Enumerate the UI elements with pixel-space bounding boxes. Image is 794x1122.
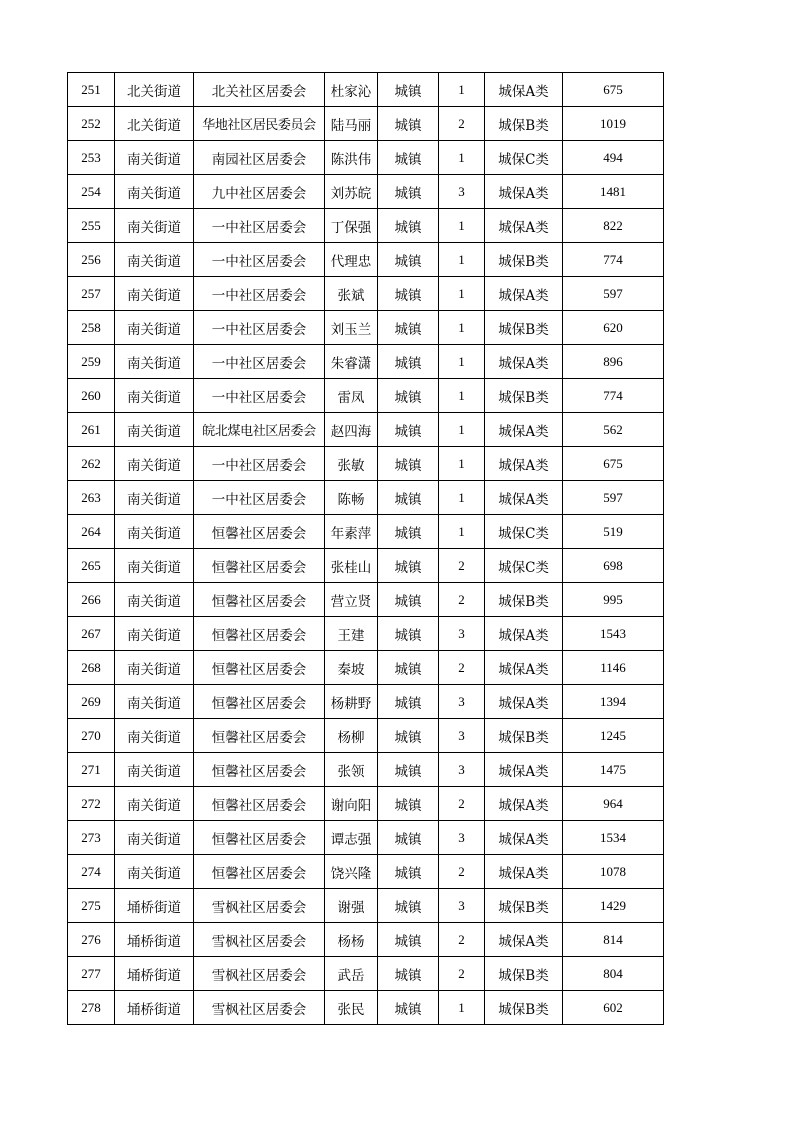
area-type-cell: 城镇 bbox=[378, 889, 439, 923]
community-cell: 恒馨社区居委会 bbox=[194, 515, 325, 549]
row-number-cell: 257 bbox=[68, 277, 115, 311]
household-size-cell: 3 bbox=[439, 889, 485, 923]
area-type-cell: 城镇 bbox=[378, 923, 439, 957]
street-cell: 南关街道 bbox=[115, 549, 194, 583]
household-size-cell: 1 bbox=[439, 991, 485, 1025]
amount-cell: 620 bbox=[563, 311, 664, 345]
amount-cell: 995 bbox=[563, 583, 664, 617]
household-size-cell: 1 bbox=[439, 447, 485, 481]
area-type-cell: 城镇 bbox=[378, 413, 439, 447]
area-type-cell: 城镇 bbox=[378, 107, 439, 141]
table-row bbox=[68, 141, 664, 175]
insurance-category-cell: 城保A类 bbox=[485, 481, 563, 515]
area-type-cell: 城镇 bbox=[378, 141, 439, 175]
street-cell: 南关街道 bbox=[115, 311, 194, 345]
household-size-cell: 2 bbox=[439, 107, 485, 141]
area-type-cell: 城镇 bbox=[378, 787, 439, 821]
household-size-cell: 3 bbox=[439, 719, 485, 753]
household-size-cell: 2 bbox=[439, 787, 485, 821]
name-cell: 张桂山 bbox=[325, 549, 378, 583]
community-cell: 一中社区居委会 bbox=[194, 481, 325, 515]
area-type-cell: 城镇 bbox=[378, 447, 439, 481]
street-cell: 南关街道 bbox=[115, 651, 194, 685]
amount-cell: 804 bbox=[563, 957, 664, 991]
household-size-cell: 2 bbox=[439, 549, 485, 583]
insurance-category-cell: 城保A类 bbox=[485, 617, 563, 651]
row-number-cell: 272 bbox=[68, 787, 115, 821]
row-number-cell: 262 bbox=[68, 447, 115, 481]
table-row bbox=[68, 685, 664, 719]
area-type-cell: 城镇 bbox=[378, 175, 439, 209]
name-cell: 丁保强 bbox=[325, 209, 378, 243]
row-number-cell: 254 bbox=[68, 175, 115, 209]
table-row bbox=[68, 855, 664, 889]
table-row bbox=[68, 243, 664, 277]
row-number-cell: 268 bbox=[68, 651, 115, 685]
street-cell: 南关街道 bbox=[115, 787, 194, 821]
area-type-cell: 城镇 bbox=[378, 209, 439, 243]
street-cell: 南关街道 bbox=[115, 209, 194, 243]
amount-cell: 822 bbox=[563, 209, 664, 243]
community-cell: 恒馨社区居委会 bbox=[194, 821, 325, 855]
insurance-category-cell: 城保A类 bbox=[485, 855, 563, 889]
insurance-category-cell: 城保C类 bbox=[485, 141, 563, 175]
table-row bbox=[68, 753, 664, 787]
data-table bbox=[67, 72, 664, 1025]
table-row bbox=[68, 107, 664, 141]
insurance-category-cell: 城保B类 bbox=[485, 583, 563, 617]
table-row bbox=[68, 923, 664, 957]
table-row bbox=[68, 481, 664, 515]
household-size-cell: 1 bbox=[439, 141, 485, 175]
household-size-cell: 1 bbox=[439, 481, 485, 515]
amount-cell: 896 bbox=[563, 345, 664, 379]
street-cell: 南关街道 bbox=[115, 141, 194, 175]
insurance-category-cell: 城保A类 bbox=[485, 753, 563, 787]
name-cell: 刘玉兰 bbox=[325, 311, 378, 345]
insurance-category-cell: 城保B类 bbox=[485, 379, 563, 413]
row-number-cell: 266 bbox=[68, 583, 115, 617]
amount-cell: 1429 bbox=[563, 889, 664, 923]
amount-cell: 494 bbox=[563, 141, 664, 175]
amount-cell: 964 bbox=[563, 787, 664, 821]
row-number-cell: 253 bbox=[68, 141, 115, 175]
community-cell: 恒馨社区居委会 bbox=[194, 855, 325, 889]
row-number-cell: 255 bbox=[68, 209, 115, 243]
table-row bbox=[68, 379, 664, 413]
insurance-category-cell: 城保C类 bbox=[485, 549, 563, 583]
name-cell: 张领 bbox=[325, 753, 378, 787]
table-row bbox=[68, 515, 664, 549]
insurance-category-cell: 城保C类 bbox=[485, 515, 563, 549]
amount-cell: 698 bbox=[563, 549, 664, 583]
amount-cell: 675 bbox=[563, 73, 664, 107]
insurance-category-cell: 城保B类 bbox=[485, 311, 563, 345]
street-cell: 南关街道 bbox=[115, 583, 194, 617]
table-row bbox=[68, 345, 664, 379]
row-number-cell: 278 bbox=[68, 991, 115, 1025]
community-cell: 北关社区居委会 bbox=[194, 73, 325, 107]
community-cell: 一中社区居委会 bbox=[194, 447, 325, 481]
row-number-cell: 263 bbox=[68, 481, 115, 515]
amount-cell: 1481 bbox=[563, 175, 664, 209]
community-cell: 一中社区居委会 bbox=[194, 379, 325, 413]
amount-cell: 597 bbox=[563, 277, 664, 311]
area-type-cell: 城镇 bbox=[378, 855, 439, 889]
area-type-cell: 城镇 bbox=[378, 651, 439, 685]
household-size-cell: 1 bbox=[439, 243, 485, 277]
street-cell: 南关街道 bbox=[115, 175, 194, 209]
table-row bbox=[68, 209, 664, 243]
name-cell: 杨杨 bbox=[325, 923, 378, 957]
insurance-category-cell: 城保A类 bbox=[485, 413, 563, 447]
name-cell: 陈畅 bbox=[325, 481, 378, 515]
amount-cell: 774 bbox=[563, 379, 664, 413]
community-cell: 九中社区居委会 bbox=[194, 175, 325, 209]
amount-cell: 597 bbox=[563, 481, 664, 515]
row-number-cell: 256 bbox=[68, 243, 115, 277]
row-number-cell: 251 bbox=[68, 73, 115, 107]
row-number-cell: 258 bbox=[68, 311, 115, 345]
insurance-category-cell: 城保A类 bbox=[485, 277, 563, 311]
table-row bbox=[68, 719, 664, 753]
area-type-cell: 城镇 bbox=[378, 243, 439, 277]
amount-cell: 519 bbox=[563, 515, 664, 549]
area-type-cell: 城镇 bbox=[378, 719, 439, 753]
insurance-category-cell: 城保A类 bbox=[485, 209, 563, 243]
row-number-cell: 273 bbox=[68, 821, 115, 855]
row-number-cell: 265 bbox=[68, 549, 115, 583]
name-cell: 张斌 bbox=[325, 277, 378, 311]
community-cell: 恒馨社区居委会 bbox=[194, 719, 325, 753]
household-size-cell: 3 bbox=[439, 617, 485, 651]
insurance-category-cell: 城保B类 bbox=[485, 107, 563, 141]
table-row bbox=[68, 311, 664, 345]
name-cell: 营立贤 bbox=[325, 583, 378, 617]
area-type-cell: 城镇 bbox=[378, 583, 439, 617]
insurance-category-cell: 城保A类 bbox=[485, 923, 563, 957]
table-row bbox=[68, 413, 664, 447]
street-cell: 南关街道 bbox=[115, 277, 194, 311]
amount-cell: 1394 bbox=[563, 685, 664, 719]
area-type-cell: 城镇 bbox=[378, 277, 439, 311]
household-size-cell: 3 bbox=[439, 753, 485, 787]
row-number-cell: 259 bbox=[68, 345, 115, 379]
amount-cell: 1245 bbox=[563, 719, 664, 753]
insurance-category-cell: 城保B类 bbox=[485, 889, 563, 923]
amount-cell: 814 bbox=[563, 923, 664, 957]
row-number-cell: 267 bbox=[68, 617, 115, 651]
table-row bbox=[68, 787, 664, 821]
name-cell: 饶兴隆 bbox=[325, 855, 378, 889]
insurance-category-cell: 城保A类 bbox=[485, 73, 563, 107]
name-cell: 杨耕野 bbox=[325, 685, 378, 719]
table-row bbox=[68, 175, 664, 209]
insurance-category-cell: 城保A类 bbox=[485, 821, 563, 855]
street-cell: 南关街道 bbox=[115, 685, 194, 719]
insurance-category-cell: 城保B类 bbox=[485, 719, 563, 753]
street-cell: 南关街道 bbox=[115, 821, 194, 855]
table-row bbox=[68, 447, 664, 481]
amount-cell: 1078 bbox=[563, 855, 664, 889]
household-size-cell: 1 bbox=[439, 515, 485, 549]
name-cell: 谢向阳 bbox=[325, 787, 378, 821]
street-cell: 南关街道 bbox=[115, 345, 194, 379]
household-size-cell: 1 bbox=[439, 379, 485, 413]
amount-cell: 1146 bbox=[563, 651, 664, 685]
street-cell: 南关街道 bbox=[115, 379, 194, 413]
name-cell: 雷凤 bbox=[325, 379, 378, 413]
name-cell: 杨柳 bbox=[325, 719, 378, 753]
household-size-cell: 3 bbox=[439, 175, 485, 209]
name-cell: 谢强 bbox=[325, 889, 378, 923]
area-type-cell: 城镇 bbox=[378, 821, 439, 855]
table-row bbox=[68, 651, 664, 685]
table-row bbox=[68, 889, 664, 923]
community-cell: 恒馨社区居委会 bbox=[194, 753, 325, 787]
area-type-cell: 城镇 bbox=[378, 991, 439, 1025]
household-size-cell: 2 bbox=[439, 855, 485, 889]
insurance-category-cell: 城保A类 bbox=[485, 685, 563, 719]
street-cell: 南关街道 bbox=[115, 617, 194, 651]
insurance-category-cell: 城保B类 bbox=[485, 243, 563, 277]
community-cell: 一中社区居委会 bbox=[194, 209, 325, 243]
table-body bbox=[68, 73, 664, 1025]
household-size-cell: 3 bbox=[439, 685, 485, 719]
street-cell: 北关街道 bbox=[115, 107, 194, 141]
row-number-cell: 274 bbox=[68, 855, 115, 889]
community-cell: 恒馨社区居委会 bbox=[194, 651, 325, 685]
insurance-category-cell: 城保A类 bbox=[485, 447, 563, 481]
area-type-cell: 城镇 bbox=[378, 685, 439, 719]
household-size-cell: 2 bbox=[439, 651, 485, 685]
street-cell: 埇桥街道 bbox=[115, 957, 194, 991]
row-number-cell: 264 bbox=[68, 515, 115, 549]
insurance-category-cell: 城保B类 bbox=[485, 957, 563, 991]
table-row bbox=[68, 583, 664, 617]
community-cell: 一中社区居委会 bbox=[194, 243, 325, 277]
household-size-cell: 3 bbox=[439, 821, 485, 855]
row-number-cell: 260 bbox=[68, 379, 115, 413]
name-cell: 年素萍 bbox=[325, 515, 378, 549]
community-cell: 一中社区居委会 bbox=[194, 277, 325, 311]
area-type-cell: 城镇 bbox=[378, 345, 439, 379]
row-number-cell: 275 bbox=[68, 889, 115, 923]
household-size-cell: 2 bbox=[439, 583, 485, 617]
street-cell: 南关街道 bbox=[115, 855, 194, 889]
name-cell: 刘苏皖 bbox=[325, 175, 378, 209]
street-cell: 南关街道 bbox=[115, 447, 194, 481]
row-number-cell: 252 bbox=[68, 107, 115, 141]
street-cell: 南关街道 bbox=[115, 243, 194, 277]
table-row bbox=[68, 991, 664, 1025]
table-row bbox=[68, 277, 664, 311]
name-cell: 朱睿潇 bbox=[325, 345, 378, 379]
name-cell: 张敏 bbox=[325, 447, 378, 481]
insurance-category-cell: 城保A类 bbox=[485, 175, 563, 209]
name-cell: 谭志强 bbox=[325, 821, 378, 855]
street-cell: 埇桥街道 bbox=[115, 889, 194, 923]
household-size-cell: 1 bbox=[439, 345, 485, 379]
street-cell: 南关街道 bbox=[115, 753, 194, 787]
area-type-cell: 城镇 bbox=[378, 957, 439, 991]
row-number-cell: 276 bbox=[68, 923, 115, 957]
row-number-cell: 269 bbox=[68, 685, 115, 719]
community-cell: 一中社区居委会 bbox=[194, 311, 325, 345]
community-cell: 恒馨社区居委会 bbox=[194, 583, 325, 617]
household-size-cell: 2 bbox=[439, 923, 485, 957]
community-cell: 一中社区居委会 bbox=[194, 345, 325, 379]
community-cell: 雪枫社区居委会 bbox=[194, 923, 325, 957]
name-cell: 代理忠 bbox=[325, 243, 378, 277]
area-type-cell: 城镇 bbox=[378, 753, 439, 787]
community-cell: 恒馨社区居委会 bbox=[194, 787, 325, 821]
street-cell: 北关街道 bbox=[115, 73, 194, 107]
amount-cell: 562 bbox=[563, 413, 664, 447]
community-cell: 雪枫社区居委会 bbox=[194, 889, 325, 923]
household-size-cell: 1 bbox=[439, 277, 485, 311]
community-cell: 恒馨社区居委会 bbox=[194, 685, 325, 719]
street-cell: 埇桥街道 bbox=[115, 991, 194, 1025]
name-cell: 张民 bbox=[325, 991, 378, 1025]
insurance-category-cell: 城保B类 bbox=[485, 991, 563, 1025]
household-size-cell: 2 bbox=[439, 957, 485, 991]
community-cell: 恒馨社区居委会 bbox=[194, 617, 325, 651]
row-number-cell: 261 bbox=[68, 413, 115, 447]
row-number-cell: 271 bbox=[68, 753, 115, 787]
amount-cell: 602 bbox=[563, 991, 664, 1025]
household-size-cell: 1 bbox=[439, 413, 485, 447]
street-cell: 南关街道 bbox=[115, 719, 194, 753]
name-cell: 陈洪伟 bbox=[325, 141, 378, 175]
name-cell: 陆马丽 bbox=[325, 107, 378, 141]
amount-cell: 1019 bbox=[563, 107, 664, 141]
community-cell: 雪枫社区居委会 bbox=[194, 957, 325, 991]
area-type-cell: 城镇 bbox=[378, 311, 439, 345]
amount-cell: 1543 bbox=[563, 617, 664, 651]
street-cell: 南关街道 bbox=[115, 481, 194, 515]
table-row bbox=[68, 957, 664, 991]
area-type-cell: 城镇 bbox=[378, 379, 439, 413]
community-cell: 恒馨社区居委会 bbox=[194, 549, 325, 583]
area-type-cell: 城镇 bbox=[378, 481, 439, 515]
name-cell: 武岳 bbox=[325, 957, 378, 991]
table-row bbox=[68, 73, 664, 107]
table-row bbox=[68, 821, 664, 855]
table-row bbox=[68, 549, 664, 583]
row-number-cell: 270 bbox=[68, 719, 115, 753]
insurance-category-cell: 城保A类 bbox=[485, 787, 563, 821]
insurance-category-cell: 城保A类 bbox=[485, 651, 563, 685]
community-cell: 皖北煤电社区居委会 bbox=[194, 413, 325, 447]
household-size-cell: 1 bbox=[439, 73, 485, 107]
area-type-cell: 城镇 bbox=[378, 617, 439, 651]
row-number-cell: 277 bbox=[68, 957, 115, 991]
insurance-category-cell: 城保A类 bbox=[485, 345, 563, 379]
street-cell: 埇桥街道 bbox=[115, 923, 194, 957]
community-cell: 南园社区居委会 bbox=[194, 141, 325, 175]
street-cell: 南关街道 bbox=[115, 413, 194, 447]
amount-cell: 1534 bbox=[563, 821, 664, 855]
table-row bbox=[68, 617, 664, 651]
community-cell: 雪枫社区居委会 bbox=[194, 991, 325, 1025]
area-type-cell: 城镇 bbox=[378, 73, 439, 107]
name-cell: 王建 bbox=[325, 617, 378, 651]
name-cell: 秦坡 bbox=[325, 651, 378, 685]
household-size-cell: 1 bbox=[439, 209, 485, 243]
amount-cell: 774 bbox=[563, 243, 664, 277]
area-type-cell: 城镇 bbox=[378, 549, 439, 583]
name-cell: 赵四海 bbox=[325, 413, 378, 447]
name-cell: 杜家沁 bbox=[325, 73, 378, 107]
street-cell: 南关街道 bbox=[115, 515, 194, 549]
amount-cell: 675 bbox=[563, 447, 664, 481]
area-type-cell: 城镇 bbox=[378, 515, 439, 549]
community-cell: 华地社区居民委员会 bbox=[194, 107, 325, 141]
amount-cell: 1475 bbox=[563, 753, 664, 787]
household-size-cell: 1 bbox=[439, 311, 485, 345]
